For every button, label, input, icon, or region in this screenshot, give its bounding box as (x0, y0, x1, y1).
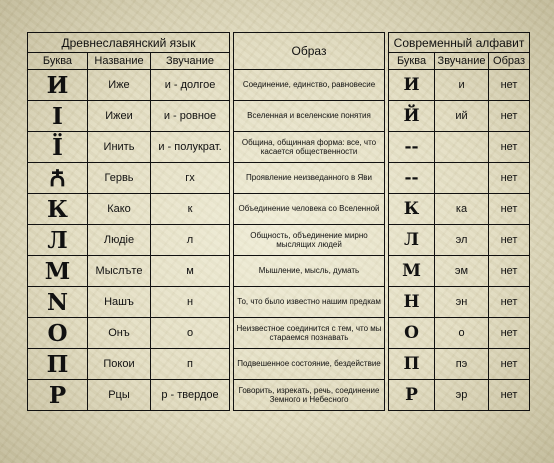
modern-image: нет (489, 318, 530, 349)
image-meaning: Подвешенное состояние, бездействие (234, 349, 385, 380)
modern-letter: -- (389, 163, 435, 194)
old-letter: Л (28, 225, 88, 256)
modern-image: нет (489, 287, 530, 318)
modern-image: нет (489, 349, 530, 380)
old-sound: гх (151, 163, 230, 194)
old-name: Иже (88, 70, 151, 101)
table-row (28, 287, 530, 318)
old-letter: П (28, 349, 88, 380)
old-letter: І (28, 101, 88, 132)
old-language-header: Древнеславянский язык (28, 33, 230, 53)
image-meaning: Общность, объединение мирно мыслящих людей (234, 225, 385, 256)
table-header (28, 33, 530, 70)
modern-letter: Л (389, 225, 435, 256)
modern-image: нет (489, 380, 530, 411)
modern-image: нет (489, 101, 530, 132)
modern-sound: эр (435, 380, 489, 411)
old-sound: п (151, 349, 230, 380)
modern-letter: О (389, 318, 435, 349)
image-meaning: Соединение, единство, равновесие (234, 70, 385, 101)
old-letter: N (28, 287, 88, 318)
modern-letter: Н (389, 287, 435, 318)
modern-image: нет (489, 132, 530, 163)
old-sound-header: Звучание (151, 53, 230, 70)
modern-sound (435, 163, 489, 194)
modern-sound: и (435, 70, 489, 101)
table-row (28, 194, 530, 225)
image-meaning: Вселенная и вселенские понятия (234, 101, 385, 132)
old-sound: к (151, 194, 230, 225)
old-letter: Р (28, 380, 88, 411)
modern-sound: пэ (435, 349, 489, 380)
old-sound: и - долгое (151, 70, 230, 101)
table-row (28, 70, 530, 101)
old-letter: Ꙉ (28, 163, 88, 194)
old-letter-header: Буква (28, 53, 88, 70)
modern-sound: эм (435, 256, 489, 287)
old-letter: М (28, 256, 88, 287)
old-letter: Ї (28, 132, 88, 163)
old-sound: н (151, 287, 230, 318)
table-row (28, 101, 530, 132)
modern-alphabet-header: Современный алфавит (389, 33, 530, 53)
modern-letter: П (389, 349, 435, 380)
modern-letter-header: Буква (389, 53, 435, 70)
modern-sound: эл (435, 225, 489, 256)
table-row (28, 163, 530, 194)
old-name: Мыслъте (88, 256, 151, 287)
alphabet-table (27, 32, 530, 411)
modern-image: нет (489, 225, 530, 256)
image-meaning: Говорить, изрекать, речь, соединение Земного и Небесного (234, 380, 385, 411)
image-meaning: Община, общинная форма: все, что касается общественности (234, 132, 385, 163)
old-letter: И (28, 70, 88, 101)
table-row (28, 380, 530, 411)
modern-sound: эн (435, 287, 489, 318)
modern-letter: Й (389, 101, 435, 132)
old-sound: м (151, 256, 230, 287)
old-name: Гервь (88, 163, 151, 194)
image-meaning: Объединение человека со Вселенной (234, 194, 385, 225)
image-meaning: Мышление, мысль, думать (234, 256, 385, 287)
image-meaning: Неизвестное соединится с тем, что мы стараемся познавать (234, 318, 385, 349)
old-name: Рцы (88, 380, 151, 411)
modern-letter: -- (389, 132, 435, 163)
table-body (28, 70, 530, 411)
image-meaning: Проявление неизведанного в Яви (234, 163, 385, 194)
modern-image: нет (489, 163, 530, 194)
image-header: Образ (234, 33, 385, 70)
old-name: Како (88, 194, 151, 225)
old-name: Нашъ (88, 287, 151, 318)
table-row (28, 225, 530, 256)
table-row (28, 256, 530, 287)
modern-sound: ка (435, 194, 489, 225)
old-sound: и - полукрат. (151, 132, 230, 163)
old-name-header: Название (88, 53, 151, 70)
old-sound: л (151, 225, 230, 256)
old-name: Людiе (88, 225, 151, 256)
image-meaning: То, что было известно нашим предкам (234, 287, 385, 318)
modern-image: нет (489, 70, 530, 101)
modern-letter: К (389, 194, 435, 225)
old-name: Покои (88, 349, 151, 380)
old-name: Ижеи (88, 101, 151, 132)
old-name: Онъ (88, 318, 151, 349)
modern-sound-header: Звучание (435, 53, 489, 70)
table-row (28, 318, 530, 349)
table-row (28, 349, 530, 380)
modern-sound: ий (435, 101, 489, 132)
modern-image: нет (489, 256, 530, 287)
modern-sound (435, 132, 489, 163)
modern-sound: о (435, 318, 489, 349)
old-sound: о (151, 318, 230, 349)
old-sound: р - твердое (151, 380, 230, 411)
modern-image-header: Образ (489, 53, 530, 70)
old-sound: и - ровное (151, 101, 230, 132)
old-name: Инить (88, 132, 151, 163)
table-row (28, 132, 530, 163)
modern-letter: Р (389, 380, 435, 411)
modern-image: нет (489, 194, 530, 225)
old-letter: К (28, 194, 88, 225)
modern-letter: И (389, 70, 435, 101)
modern-letter: М (389, 256, 435, 287)
old-letter: О (28, 318, 88, 349)
